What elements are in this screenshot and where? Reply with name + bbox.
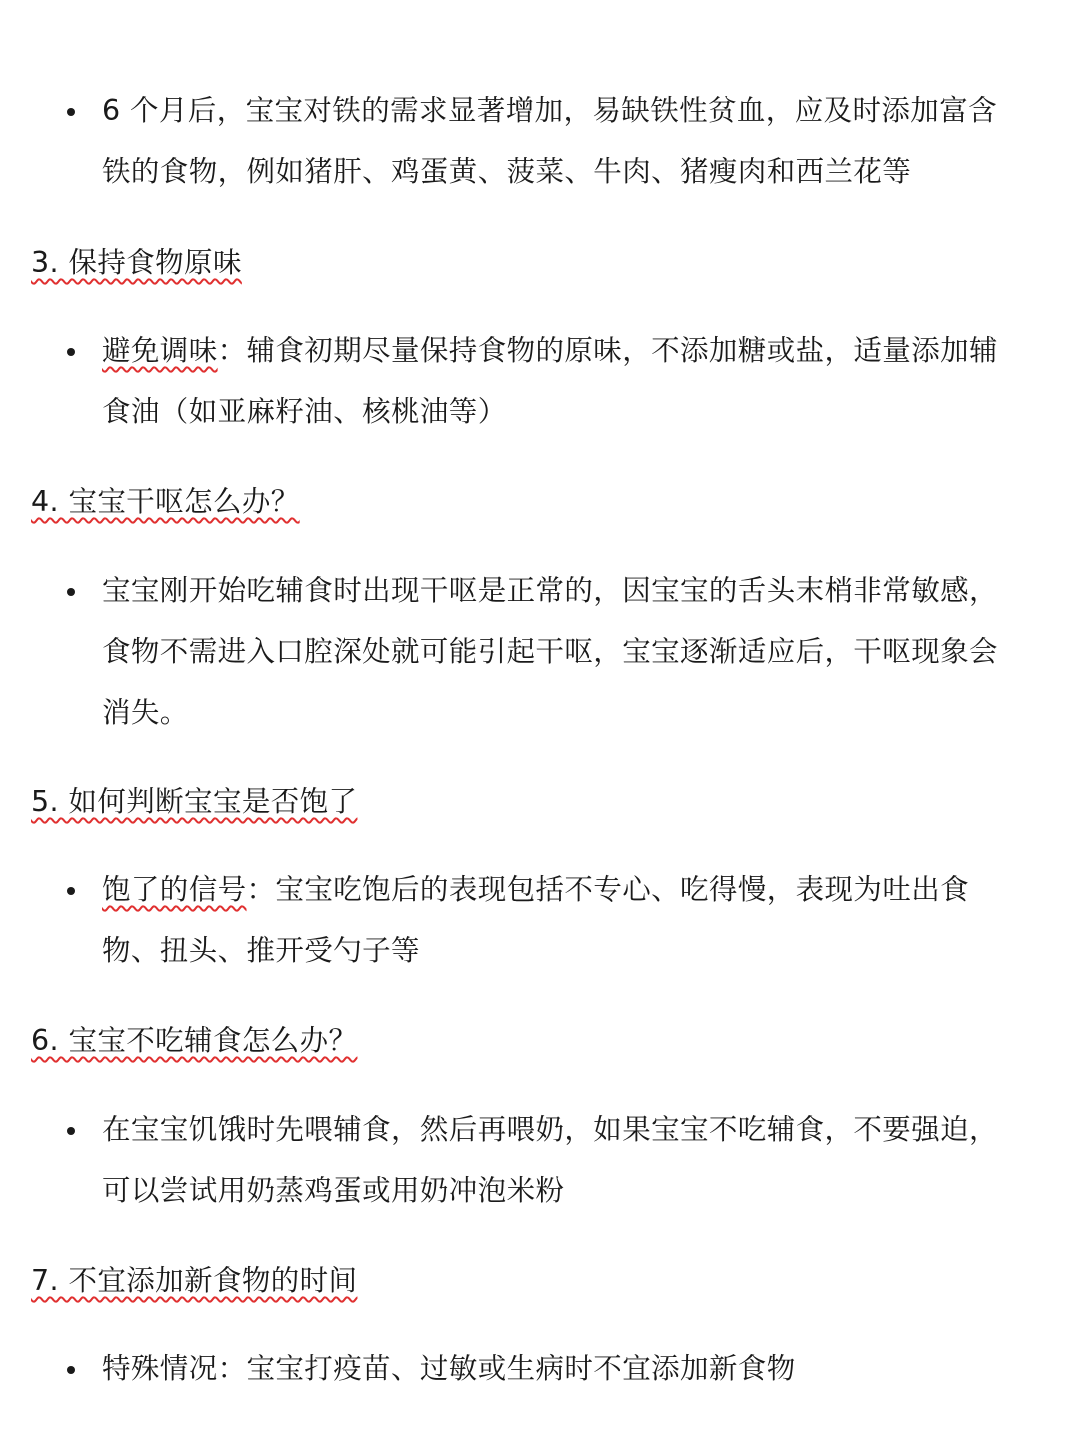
list-item-body: 在宝宝饥饿时先喂辅食，然后再喂奶，如果宝宝不吃辅食，不要强迫，可以尝试用奶蒸鸡蛋或用奶冲泡米粉 xyxy=(102,1113,998,1207)
list-item-body: ：宝宝吃饱后的表现包括不专心、吃得慢，表现为吐出食物、扭头、推开受勺子等 xyxy=(102,873,970,967)
section-heading-text: 7. 不宜添加新食物的时间 xyxy=(31,1264,358,1297)
section-heading-text: 5. 如何判断宝宝是否饱了 xyxy=(31,785,358,818)
list-item-text xyxy=(102,560,1017,743)
list-item-term: 饱了的信号 xyxy=(102,873,247,906)
section-heading-4 xyxy=(31,482,300,522)
bullet-dot xyxy=(67,108,75,116)
bullet-dot xyxy=(67,887,75,895)
list-item-body: ：辅食初期尽量保持食物的原味，不添加糖或盐，适量添加辅食油（如亚麻籽油、核桃油等） xyxy=(102,334,998,428)
section-heading-text: 6. 宝宝不吃辅食怎么办？ xyxy=(31,1024,358,1057)
list-item-text xyxy=(102,80,1017,202)
bullet-dot xyxy=(67,1366,75,1374)
bullet-dot xyxy=(67,588,75,596)
list-item-text xyxy=(102,320,1017,442)
section-heading-7 xyxy=(31,1261,357,1301)
list-item-text xyxy=(102,1099,1017,1221)
bullet-dot xyxy=(67,1127,75,1135)
section-heading-text: 4. 宝宝干呕怎么办？ xyxy=(31,485,300,518)
list-item-body: 6 个月后，宝宝对铁的需求显著增加，易缺铁性贫血，应及时添加富含铁的食物，例如猪肝、鸡蛋黄、菠菜、牛肉、猪瘦肉和西兰花等 xyxy=(102,94,997,188)
section-heading-text: 3. 保持食物原味 xyxy=(31,246,242,279)
list-item-text xyxy=(102,859,1017,981)
section-heading-5 xyxy=(31,782,357,822)
list-item-term: 避免调味 xyxy=(102,334,218,367)
list-item-body: 特殊情况：宝宝打疫苗、过敏或生病时不宜添加新食物 xyxy=(102,1352,796,1385)
section-heading-6 xyxy=(31,1021,357,1061)
bullet-dot xyxy=(67,348,75,356)
list-item-body: 宝宝刚开始吃辅食时出现干呕是正常的，因宝宝的舌头末梢非常敏感，食物不需进入口腔深处就可能引起干呕，宝宝逐渐适应后，干呕现象会消失。 xyxy=(102,574,998,729)
section-heading-3 xyxy=(31,243,242,283)
list-item-text xyxy=(102,1338,1017,1399)
